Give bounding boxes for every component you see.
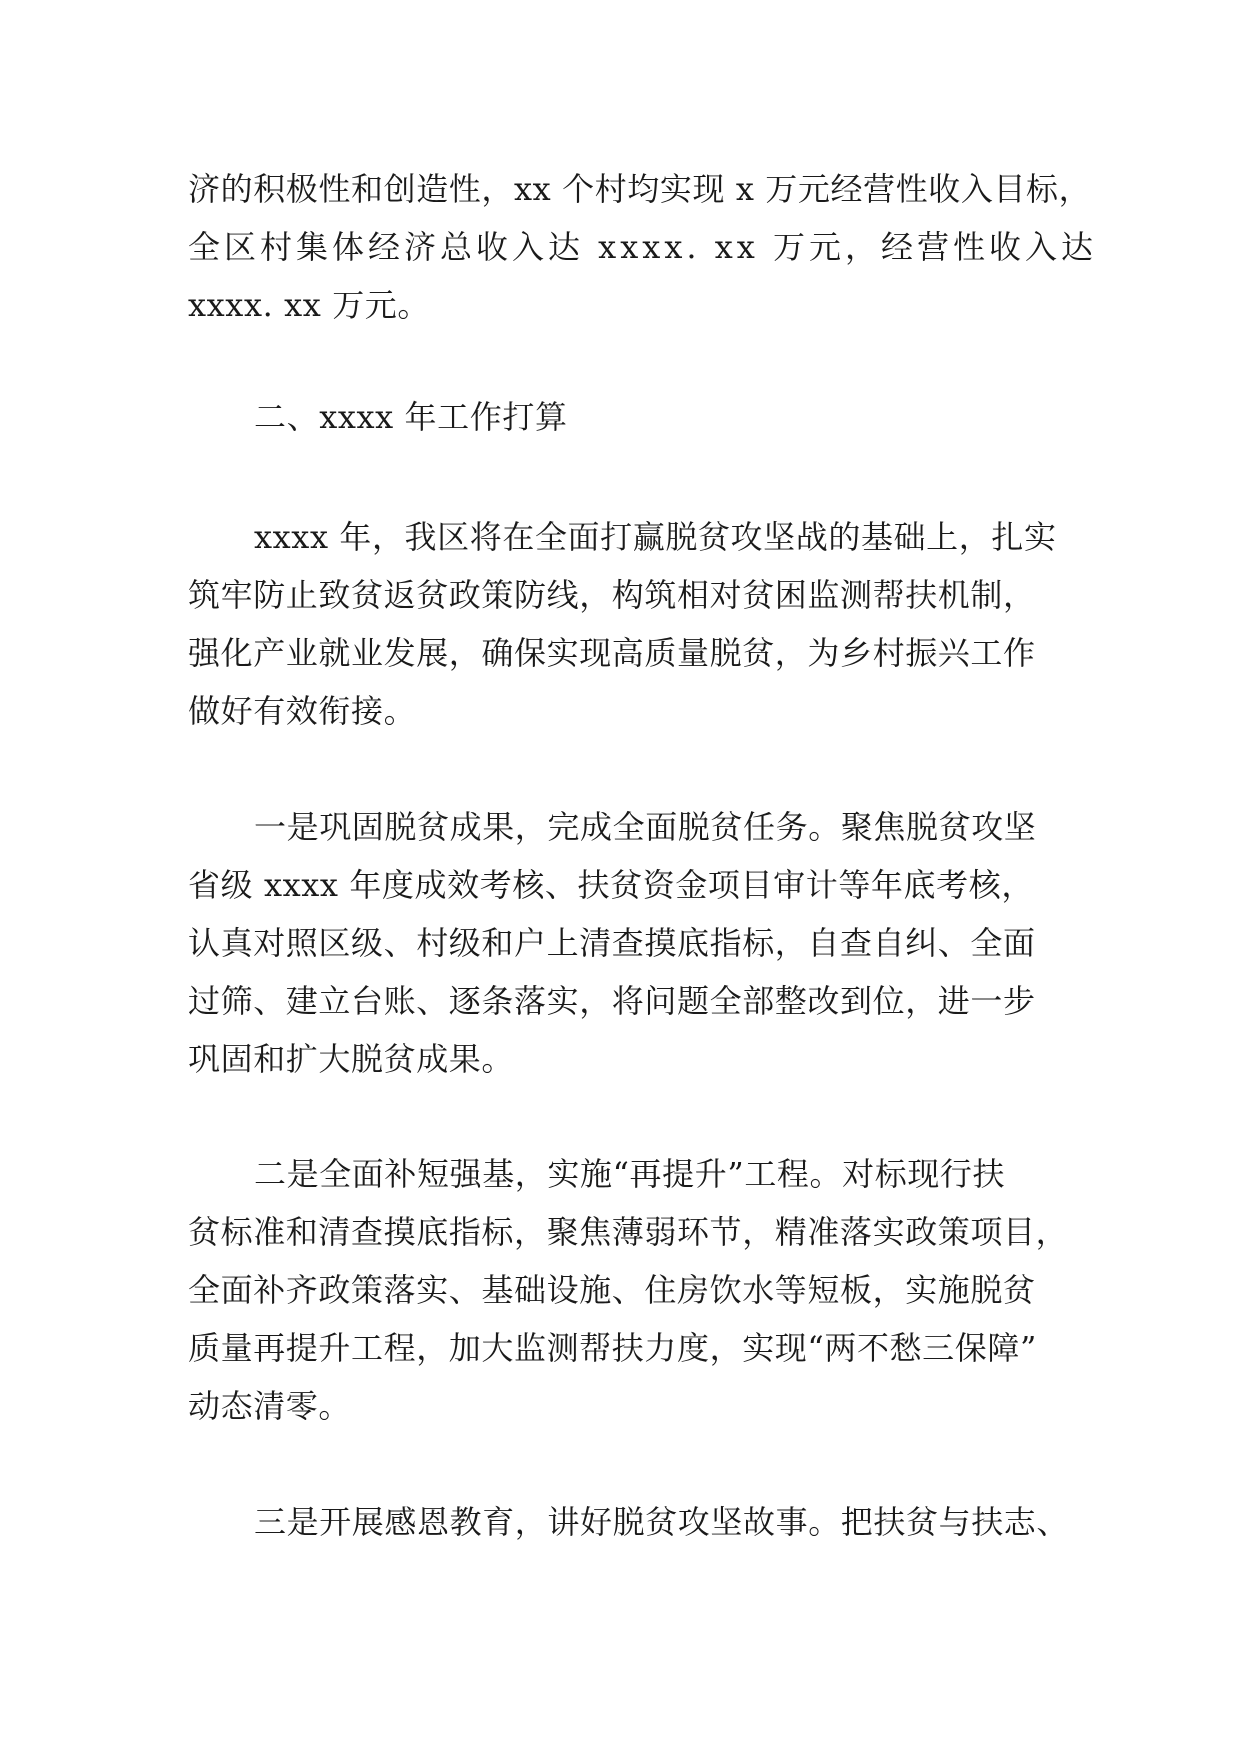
text-line: 济的积极性和创造性，xx 个村均实现 x 万元经营性收入目标， (188, 170, 1092, 208)
section-heading: 二、xxxx 年工作打算 (254, 398, 568, 436)
text-line: 强化产业就业发展，确保实现高质量脱贫，为乡村振兴工作 (188, 634, 1036, 672)
paragraph-gratitude-education (188, 1493, 1068, 1551)
text-line: 动态清零。 (188, 1387, 352, 1425)
paragraph-plan-overview (188, 508, 1068, 740)
text-line: 认真对照区级、村级和户上清查摸底指标，自查自纠、全面 (188, 924, 1036, 962)
text-line: xxxx 年，我区将在全面打赢脱贫攻坚战的基础上，扎实 (254, 518, 1057, 556)
text-line: 全面补齐政策落实、基础设施、住房饮水等短板，实施脱贫 (188, 1271, 1036, 1309)
text-line: 过筛、建立台账、逐条落实，将问题全部整改到位，进一步 (188, 982, 1036, 1020)
text-line: 质量再提升工程，加大监测帮扶力度，实现“两不愁三保障” (188, 1329, 1037, 1367)
text-line: 做好有效衔接。 (188, 692, 417, 730)
section-heading-work-plan (188, 388, 1068, 446)
text-line: 三是开展感恩教育，讲好脱贫攻坚故事。把扶贫与扶志、 (254, 1503, 1070, 1541)
text-line: 一是巩固脱贫成果，完成全面脱贫任务。聚焦脱贫攻坚 (254, 808, 1037, 846)
text-line: 巩固和扩大脱贫成果。 (188, 1040, 515, 1078)
text-line: 二是全面补短强基，实施“再提升”工程。对标现行扶 (254, 1155, 1006, 1193)
text-line: 全区村集体经济总收入达 xxxx. xx 万元，经营性收入达 (188, 228, 1097, 266)
text-line: 筑牢防止致贫返贫政策防线，构筑相对贫困监测帮扶机制， (188, 576, 1036, 614)
paragraph-strengthen-foundation (188, 1145, 1068, 1435)
text-line: 贫标准和清查摸底指标，聚焦薄弱环节，精准落实政策项目， (188, 1213, 1069, 1251)
text-line: 省级 xxxx 年度成效考核、扶贫资金项目审计等年底考核， (188, 866, 1034, 904)
text-line: xxxx. xx 万元。 (188, 286, 430, 324)
paragraph-village-income (188, 160, 1097, 334)
paragraph-consolidate-results (188, 798, 1068, 1088)
